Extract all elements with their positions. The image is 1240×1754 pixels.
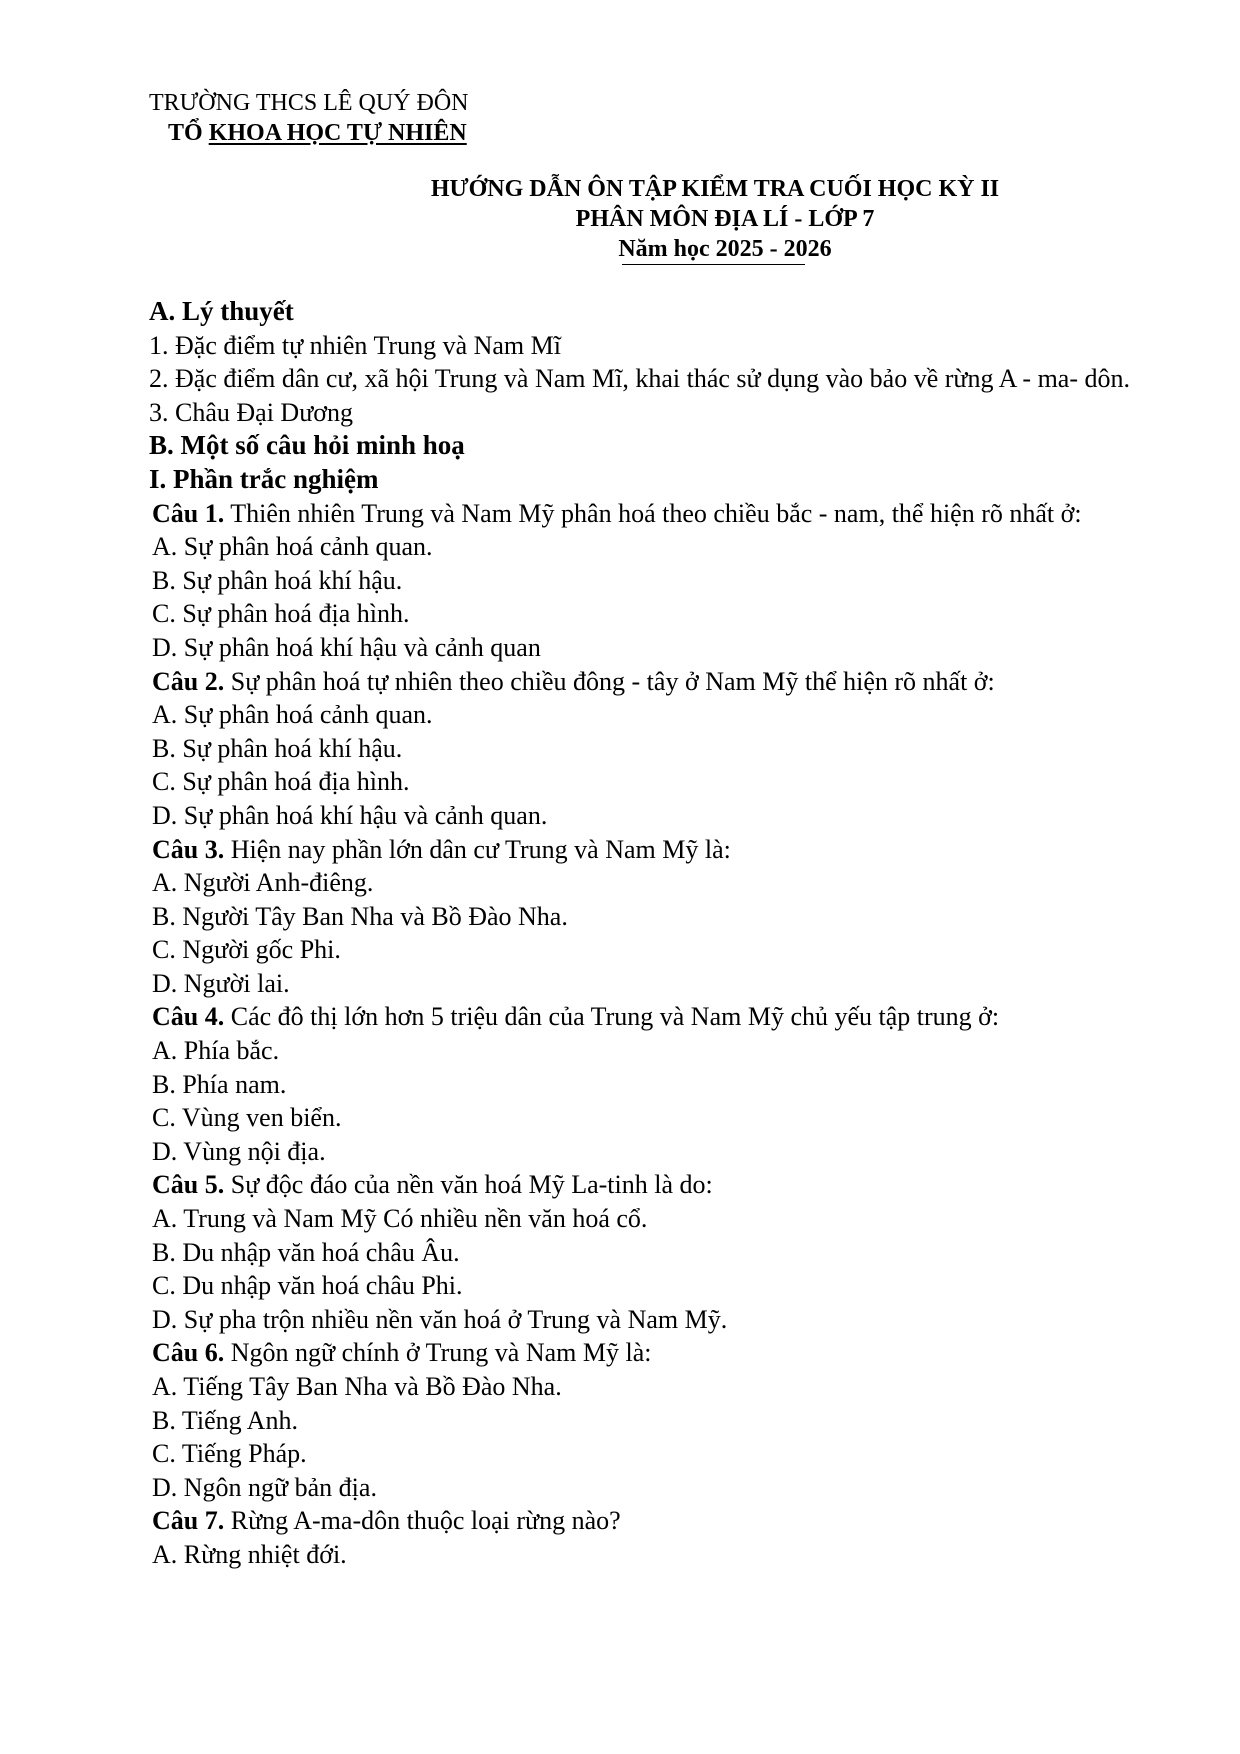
answer-option: C. Tiếng Pháp. [152,1439,307,1469]
answer-option: D. Sự pha trộn nhiều nền văn hoá ở Trung và Nam Mỹ. [152,1304,728,1334]
answer-option: C. Du nhập văn hoá châu Phi. [152,1271,463,1301]
document-body [149,295,1155,1572]
question-label: Câu 5. [152,1170,225,1200]
question-label: Câu 2. [152,666,225,696]
answer-option: B. Tiếng Anh. [152,1405,298,1435]
question [149,1336,1155,1370]
question [149,1504,1155,1538]
question-label: Câu 7. [152,1506,225,1536]
department-title: KHOA HỌC TỰ NHIÊN [208,120,467,146]
answer-option: A. Tiếng Tây Ban Nha và Bồ Đào Nha. [152,1372,562,1401]
question-text: Hiện nay phần lớn dân cư Trung và Nam Mỹ là: [224,834,731,864]
question [149,833,1155,867]
answer-option: A. Phía bắc. [152,1036,280,1066]
question [149,665,1155,699]
department-name [168,118,467,148]
answer-option: D. Vùng nội địa. [152,1136,326,1166]
answer-option: D. Ngôn ngữ bản địa. [152,1472,377,1502]
title-line-3: Năm học 2025 - 2026 [618,236,832,262]
theory-item: 3. Châu Đại Dương [149,397,354,427]
answer-option: A. Trung và Nam Mỹ Có nhiều nền văn hoá cổ. [152,1204,648,1234]
answer-option: C. Vùng ven biển. [152,1103,342,1133]
title-line-1: HƯỚNG DẪN ÔN TẬP KIỂM TRA CUỐI HỌC KỲ II [430,176,1000,202]
question [149,1168,1155,1202]
question-label: Câu 1. [152,498,225,528]
question-label: Câu 4. [152,1002,225,1032]
school-name: TRƯỜNG THCS LÊ QUÝ ĐÔN [149,90,469,116]
question-label: Câu 6. [152,1338,225,1368]
answer-option: D. Người lai. [152,968,290,998]
question-text: Sự phân hoá tự nhiên theo chiều đông - tây ở Nam Mỹ thể hiện rõ nhất ở: [224,666,995,696]
theory-item: 1. Đặc điểm tự nhiên Trung và Nam Mĩ [149,330,562,360]
department-prefix: TỔ [168,120,209,146]
questions-heading: B. Một số câu hỏi minh hoạ [149,430,465,461]
answer-option: D. Sự phân hoá khí hậu và cảnh quan. [152,800,548,830]
answer-option: A. Rừng nhiệt đới. [152,1539,347,1569]
answer-option: C. Sự phân hoá địa hình. [152,767,410,797]
answer-option: A. Sự phân hoá cảnh quan. [152,532,433,562]
question [149,497,1155,531]
question [149,1000,1155,1034]
answer-option: B. Người Tây Ban Nha và Bồ Đào Nha. [152,901,568,931]
question-text: Ngôn ngữ chính ở Trung và Nam Mỹ là: [224,1338,652,1368]
answer-option: D. Sự phân hoá khí hậu và cảnh quan [152,632,541,662]
question-text: Rừng A-ma-dôn thuộc loại rừng nào? [224,1506,621,1536]
theory-item: 2. Đặc điểm dân cư, xã hội Trung và Nam Mĩ, khai thác sử dụng vào bảo về rừng A - ma- dôn. [149,364,1130,394]
question-label: Câu 3. [152,834,225,864]
question-text: Các đô thị lớn hơn 5 triệu dân của Trung và Nam Mỹ chủ yếu tập trung ở: [224,1002,1000,1032]
answer-option: C. Sự phân hoá địa hình. [152,599,410,629]
multiple-choice-heading: I. Phần trắc nghiệm [149,463,379,494]
title-line-2: PHÂN MÔN ĐỊA LÍ - LỚP 7 [575,206,875,232]
theory-heading: A. Lý thuyết [149,296,294,326]
answer-option: B. Sự phân hoá khí hậu. [152,733,403,763]
question-text: Sự độc đáo của nền văn hoá Mỹ La-tinh là do: [224,1170,713,1200]
answer-option: B. Sự phân hoá khí hậu. [152,565,403,595]
question-text: Thiên nhiên Trung và Nam Mỹ phân hoá theo chiều bắc - nam, thể hiện rõ nhất ở: [224,498,1082,528]
answer-option: A. Người Anh-điêng. [152,868,374,898]
answer-option: B. Phía nam. [152,1069,287,1099]
title-underline [622,264,805,265]
answer-option: B. Du nhập văn hoá châu Âu. [152,1237,460,1267]
document-title [360,174,1070,264]
answer-option: C. Người gốc Phi. [152,935,341,965]
answer-option: A. Sự phân hoá cảnh quan. [152,700,433,730]
